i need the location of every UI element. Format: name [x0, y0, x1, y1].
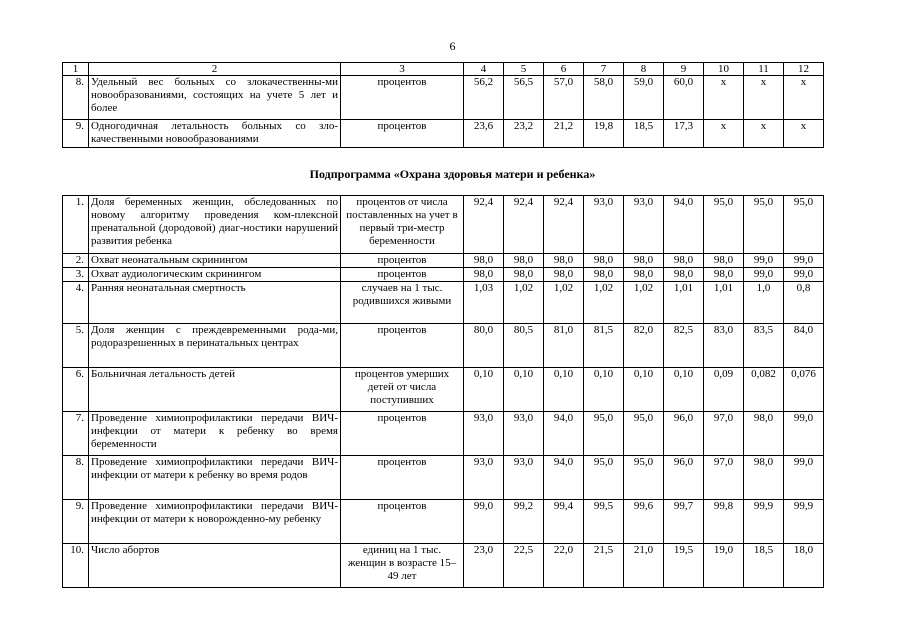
value-cell: 1,0 — [744, 282, 784, 324]
table-row — [63, 76, 824, 120]
value-cell: 98,0 — [744, 412, 784, 456]
value-cell: 96,0 — [664, 412, 704, 456]
unit-cell: процентов умерших детей от числа поступивших — [341, 368, 464, 412]
value-cell: 99,9 — [784, 500, 824, 544]
value-cell: 0,10 — [624, 368, 664, 412]
value-cell: 59,0 — [624, 76, 664, 120]
value-cell: х — [744, 76, 784, 120]
column-number-cell: 5 — [504, 63, 544, 76]
column-number-cell: 6 — [544, 63, 584, 76]
value-cell: 0,8 — [784, 282, 824, 324]
row-number: 8. — [63, 76, 89, 120]
value-cell: 92,4 — [464, 196, 504, 254]
value-cell: 82,5 — [664, 324, 704, 368]
indicator-name: Ранняя неонатальная смертность — [89, 282, 341, 324]
value-cell: 95,0 — [584, 412, 624, 456]
row-number: 3. — [63, 268, 89, 282]
table-row — [63, 324, 824, 368]
value-cell: 98,0 — [744, 456, 784, 500]
value-cell: 93,0 — [504, 456, 544, 500]
value-cell: 23,0 — [464, 544, 504, 588]
value-cell: 18,0 — [784, 544, 824, 588]
value-cell: 95,0 — [784, 196, 824, 254]
value-cell: 99,4 — [544, 500, 584, 544]
value-cell: 82,0 — [624, 324, 664, 368]
unit-cell: процентов — [341, 412, 464, 456]
table-row — [63, 412, 824, 456]
value-cell: 98,0 — [504, 254, 544, 268]
value-cell: 98,0 — [504, 268, 544, 282]
column-number-cell: 10 — [704, 63, 744, 76]
unit-cell: процентов — [341, 324, 464, 368]
value-cell: 99,8 — [704, 500, 744, 544]
value-cell: 60,0 — [664, 76, 704, 120]
value-cell: 98,0 — [584, 254, 624, 268]
value-cell: 1,03 — [464, 282, 504, 324]
value-cell: 58,0 — [584, 76, 624, 120]
value-cell: 99,0 — [784, 268, 824, 282]
value-cell: 99,0 — [784, 456, 824, 500]
indicator-name: Удельный вес больных со злокачественны-ми новообразованиями, состоящих на учете 5 лет и более — [89, 76, 341, 120]
value-cell: 81,0 — [544, 324, 584, 368]
value-cell: 23,6 — [464, 120, 504, 148]
value-cell: х — [784, 120, 824, 148]
table-row — [63, 268, 824, 282]
value-cell: 19,5 — [664, 544, 704, 588]
value-cell: 21,0 — [624, 544, 664, 588]
value-cell: 80,5 — [504, 324, 544, 368]
value-cell: 96,0 — [664, 456, 704, 500]
value-cell: 92,4 — [544, 196, 584, 254]
indicator-name: Доля женщин с преждевременными рода-ми, родоразрешенных в перинатальных центрах — [89, 324, 341, 368]
unit-cell: процентов — [341, 268, 464, 282]
value-cell: 21,5 — [584, 544, 624, 588]
row-number: 9. — [63, 120, 89, 148]
value-cell: 18,5 — [744, 544, 784, 588]
value-cell: 0,09 — [704, 368, 744, 412]
table-row — [63, 544, 824, 588]
column-number-cell: 9 — [664, 63, 704, 76]
value-cell: 94,0 — [664, 196, 704, 254]
column-number-cell: 8 — [624, 63, 664, 76]
value-cell: 1,02 — [624, 282, 664, 324]
value-cell: 98,0 — [664, 268, 704, 282]
value-cell: 83,5 — [744, 324, 784, 368]
value-cell: 93,0 — [624, 196, 664, 254]
value-cell: 22,5 — [504, 544, 544, 588]
value-cell: 0,10 — [464, 368, 504, 412]
unit-cell: единиц на 1 тыс. женщин в возрасте 15–49 лет — [341, 544, 464, 588]
value-cell: 94,0 — [544, 456, 584, 500]
table-row — [63, 120, 824, 148]
value-cell: х — [704, 120, 744, 148]
value-cell: 95,0 — [584, 456, 624, 500]
value-cell: х — [744, 120, 784, 148]
value-cell: 0,10 — [504, 368, 544, 412]
value-cell: 18,5 — [624, 120, 664, 148]
value-cell: 1,01 — [704, 282, 744, 324]
value-cell: 0,10 — [664, 368, 704, 412]
column-number-cell: 1 — [63, 63, 89, 76]
value-cell: 99,0 — [784, 412, 824, 456]
row-number: 5. — [63, 324, 89, 368]
value-cell: 98,0 — [624, 254, 664, 268]
unit-cell: процентов — [341, 500, 464, 544]
value-cell: 80,0 — [464, 324, 504, 368]
value-cell: 98,0 — [664, 254, 704, 268]
column-number-cell: 2 — [89, 63, 341, 76]
row-number: 6. — [63, 368, 89, 412]
value-cell: 56,2 — [464, 76, 504, 120]
value-cell: 19,0 — [704, 544, 744, 588]
value-cell: 95,0 — [744, 196, 784, 254]
value-cell: 98,0 — [544, 254, 584, 268]
subprogram-title: Подпрограмма «Охрана здоровья матери и ребенка» — [309, 167, 596, 181]
value-cell: 81,5 — [584, 324, 624, 368]
indicators-table-top — [62, 62, 824, 148]
table-row — [63, 196, 824, 254]
value-cell: 1,02 — [544, 282, 584, 324]
table-row — [63, 500, 824, 544]
value-cell: 92,4 — [504, 196, 544, 254]
value-cell: 93,0 — [464, 412, 504, 456]
indicator-name: Охват неонатальным скринингом — [89, 254, 341, 268]
row-number: 4. — [63, 282, 89, 324]
value-cell: 98,0 — [544, 268, 584, 282]
value-cell: 0,10 — [544, 368, 584, 412]
indicator-name: Охват аудиологическим скринингом — [89, 268, 341, 282]
value-cell: 98,0 — [464, 268, 504, 282]
value-cell: 98,0 — [624, 268, 664, 282]
row-number: 9. — [63, 500, 89, 544]
value-cell: 99,6 — [624, 500, 664, 544]
value-cell: 93,0 — [584, 196, 624, 254]
value-cell: 94,0 — [544, 412, 584, 456]
table-row — [63, 282, 824, 324]
unit-cell: процентов — [341, 254, 464, 268]
table-row — [63, 368, 824, 412]
column-number-row — [63, 63, 824, 76]
value-cell: х — [704, 76, 744, 120]
column-number-cell: 12 — [784, 63, 824, 76]
value-cell: 93,0 — [504, 412, 544, 456]
value-cell: 97,0 — [704, 456, 744, 500]
indicator-name: Число абортов — [89, 544, 341, 588]
column-number-cell: 7 — [584, 63, 624, 76]
indicator-name: Проведение химиопрофилактики передачи ВИЧ-инфекции от матери к новорожденно-му ребенку — [89, 500, 341, 544]
value-cell: 83,0 — [704, 324, 744, 368]
value-cell: 19,8 — [584, 120, 624, 148]
column-number-cell: 3 — [341, 63, 464, 76]
table-row — [63, 254, 824, 268]
value-cell: 1,02 — [504, 282, 544, 324]
row-number: 7. — [63, 412, 89, 456]
value-cell: 0,10 — [584, 368, 624, 412]
indicator-name: Одногодичная летальность больных со зло-качественными новообразованиями — [89, 120, 341, 148]
value-cell: 23,2 — [504, 120, 544, 148]
row-number: 1. — [63, 196, 89, 254]
value-cell: 95,0 — [704, 196, 744, 254]
indicator-name: Доля беременных женщин, обследованных по новому алгоритму проведения ком-плексной пренатальной (дородовой) диаг-ностики нарушений развития ребенка — [89, 196, 341, 254]
value-cell: 22,0 — [544, 544, 584, 588]
value-cell: 0,082 — [744, 368, 784, 412]
value-cell: 21,2 — [544, 120, 584, 148]
value-cell: 95,0 — [624, 456, 664, 500]
value-cell: 1,02 — [584, 282, 624, 324]
unit-cell: случаев на 1 тыс. родившихся живыми — [341, 282, 464, 324]
page-number: 6 — [449, 39, 456, 53]
value-cell: 99,5 — [584, 500, 624, 544]
value-cell: 98,0 — [584, 268, 624, 282]
value-cell: 99,7 — [664, 500, 704, 544]
value-cell: 93,0 — [464, 456, 504, 500]
row-number: 2. — [63, 254, 89, 268]
column-number-cell: 4 — [464, 63, 504, 76]
value-cell: 98,0 — [704, 254, 744, 268]
value-cell: 0,076 — [784, 368, 824, 412]
value-cell: 99,0 — [744, 254, 784, 268]
value-cell: 99,0 — [784, 254, 824, 268]
column-number-cell: 11 — [744, 63, 784, 76]
value-cell: 56,5 — [504, 76, 544, 120]
row-number: 10. — [63, 544, 89, 588]
table-row — [63, 456, 824, 500]
value-cell: 98,0 — [704, 268, 744, 282]
indicator-name: Проведение химиопрофилактики передачи ВИЧ-инфекции от матери к ребенку во время беременности — [89, 412, 341, 456]
value-cell: 84,0 — [784, 324, 824, 368]
value-cell: 98,0 — [464, 254, 504, 268]
value-cell: 95,0 — [624, 412, 664, 456]
value-cell: 17,3 — [664, 120, 704, 148]
value-cell: 99,9 — [744, 500, 784, 544]
value-cell: 57,0 — [544, 76, 584, 120]
indicator-name: Больничная летальность детей — [89, 368, 341, 412]
value-cell: 99,2 — [504, 500, 544, 544]
unit-cell: процентов — [341, 456, 464, 500]
value-cell: х — [784, 76, 824, 120]
indicator-name: Проведение химиопрофилактики передачи ВИЧ-инфекции от матери к ребенку во время родов — [89, 456, 341, 500]
unit-cell: процентов от числа поставленных на учет в первый три-местр беременности — [341, 196, 464, 254]
value-cell: 1,01 — [664, 282, 704, 324]
value-cell: 99,0 — [464, 500, 504, 544]
indicators-table-maternal — [62, 195, 824, 588]
row-number: 8. — [63, 456, 89, 500]
unit-cell: процентов — [341, 76, 464, 120]
value-cell: 99,0 — [744, 268, 784, 282]
value-cell: 97,0 — [704, 412, 744, 456]
unit-cell: процентов — [341, 120, 464, 148]
